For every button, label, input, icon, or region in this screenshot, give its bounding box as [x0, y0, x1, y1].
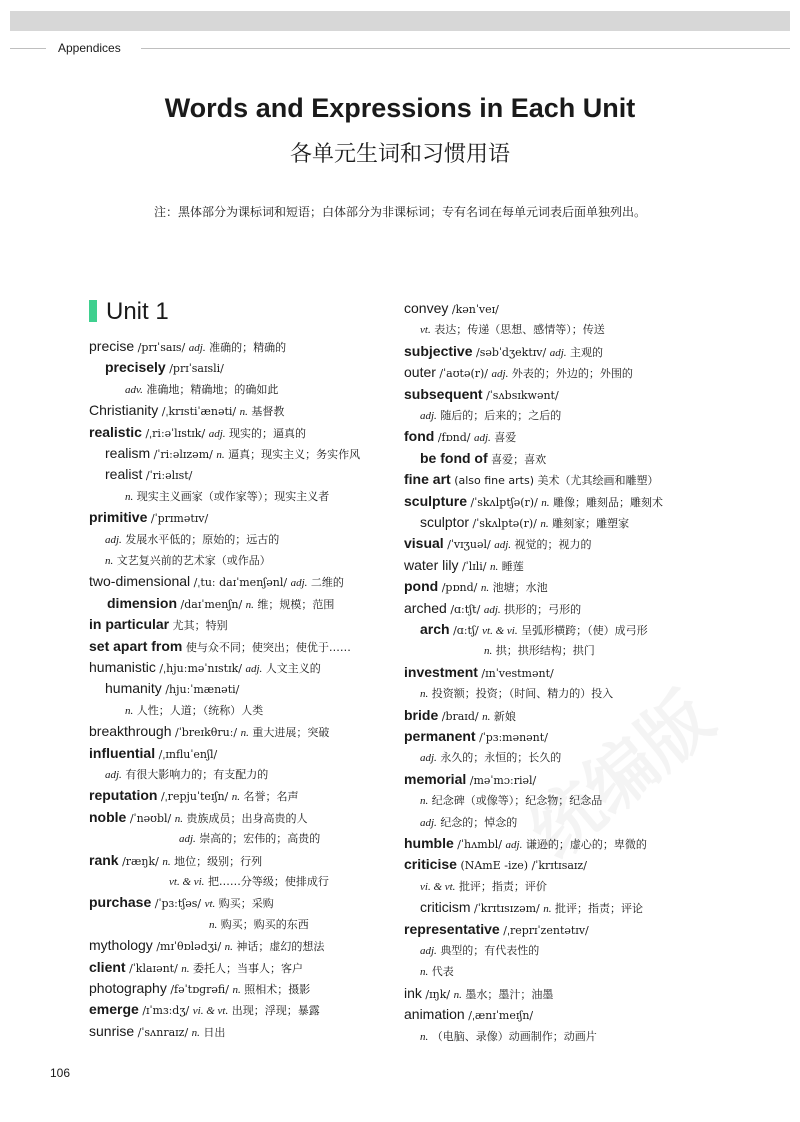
glossary-line: [105, 359, 224, 375]
entry-phonetic: /ˈaʊtə(r)/: [439, 367, 489, 381]
glossary-line: [89, 894, 274, 911]
entry-pos: adj.: [494, 539, 512, 552]
entry-definition: 照相术；摄影: [244, 983, 311, 996]
entry-pos: adj.: [105, 533, 122, 546]
entry-definition: 购买；购买的东西: [220, 917, 309, 931]
entry-definition: 永久的；永恒的；长久的: [440, 751, 562, 765]
entry-word: influential: [89, 744, 156, 761]
entry-phonetic: /prɪˈsaɪs/: [137, 341, 186, 354]
entry-phonetic: /ɪnˈvestmənt/: [481, 666, 554, 680]
entry-definition: 贵族成员；出身高贵的人: [186, 811, 308, 825]
entry-word: noble: [89, 808, 127, 825]
entry-phonetic: /ˌriːəˈlɪstɪk/: [145, 426, 206, 440]
glossary-line: [484, 642, 595, 658]
glossary-line: [404, 343, 603, 360]
entry-word: representative: [404, 920, 500, 937]
glossary-line: [89, 745, 217, 761]
entry-phonetic: /ˈklaɪənt/: [129, 961, 178, 975]
entry-definition: 投资额；投资；（时间、精力的）投入: [431, 687, 614, 701]
entry-definition: 把……分等级；使排成行: [207, 875, 329, 888]
glossary-line: [420, 621, 648, 638]
glossary-line: [89, 1001, 320, 1018]
entry-pos: adj.: [473, 432, 491, 445]
entry-definition: 二维的: [310, 576, 344, 590]
entry-word: dimension: [107, 594, 178, 611]
glossary-line: [404, 364, 633, 381]
header-rule-left: [10, 48, 46, 49]
entry-pos: n.: [484, 645, 493, 658]
entry-word: primitive: [89, 509, 148, 526]
glossary-line: [105, 466, 192, 482]
entry-pos: adj.: [179, 833, 196, 846]
glossary-line: [89, 402, 284, 419]
glossary-line: [179, 830, 320, 846]
entry-word: photography: [89, 980, 167, 996]
top-bar: [10, 11, 790, 31]
entry-phonetic: /ˌrepjuˈteɪʃn/: [160, 790, 229, 804]
entry-word: humble: [404, 835, 454, 851]
entry-definition: 文艺复兴前的艺术家（或作品）: [116, 554, 271, 567]
entry-word: emerge: [89, 1001, 139, 1018]
entry-pos: vi. & vt.: [420, 880, 456, 893]
glossary-line: [89, 1023, 225, 1040]
glossary-line: [404, 300, 499, 316]
entry-phonetic: /ˈvɪʒuəl/: [447, 538, 491, 552]
entry-phonetic: /ˌreprɪˈzentətɪv/: [503, 923, 589, 937]
entry-definition: 委托人；当事人；客户: [193, 961, 304, 975]
entry-pos: n.: [209, 918, 218, 931]
entry-pos: n.: [420, 688, 429, 701]
header-rule-right: [141, 48, 790, 49]
entry-definition: 出现；浮现；暴露: [231, 1004, 320, 1018]
entry-word: convey: [404, 300, 449, 316]
entry-pos: n.: [125, 704, 134, 717]
glossary-line: [89, 338, 286, 355]
entry-definition: 人文主义的: [265, 662, 321, 675]
entry-definition: 雕像；雕刻品；雕刻术: [553, 495, 664, 509]
entry-pos: adj.: [420, 816, 437, 829]
glossary-line: [420, 450, 546, 467]
entry-word: rank: [89, 851, 119, 868]
entry-definition: 呈弧形横跨；（使）成弓形: [521, 624, 648, 637]
entry-definition: 代表: [431, 965, 454, 979]
entry-phonetic: /ˌhjuːməˈnɪstɪk/: [159, 662, 242, 675]
entry-definition: 人性；人道；（统称）人类: [136, 703, 264, 717]
entry-definition: 使与众不同；使突出；使优于……: [185, 640, 351, 654]
entry-pos: n.: [420, 1030, 429, 1043]
entry-phonetic: /ˈriːəlɪst/: [145, 469, 193, 483]
entry-phonetic: /pɒnd/: [441, 581, 478, 595]
entry-phonetic: /fɒnd/: [437, 431, 471, 445]
entry-phonetic: /ˈskʌlptə(r)/: [472, 517, 537, 530]
glossary-line: [420, 814, 517, 830]
entry-phonetic: /prɪˈsaɪsli/: [169, 362, 224, 376]
glossary-line: [89, 937, 324, 954]
glossary-line: [89, 980, 310, 997]
glossary-line: [89, 659, 321, 676]
entry-phonetic: /braɪd/: [441, 709, 479, 723]
entry-pos: vi. & vt.: [192, 1005, 229, 1018]
entry-word: breakthrough: [89, 723, 172, 740]
entry-definition: 新娘: [493, 709, 516, 723]
entry-pos: n.: [125, 490, 134, 503]
entry-pos: n.: [174, 812, 184, 825]
entry-definition: 崇高的；宏伟的；高贵的: [199, 832, 321, 846]
glossary-line: [125, 381, 278, 397]
entry-word: sculpture: [404, 492, 468, 509]
glossary-line: [404, 921, 589, 937]
entry-word: water lily: [404, 556, 459, 573]
entry-word: arched: [404, 599, 447, 616]
glossary-line: [105, 766, 268, 782]
entry-phonetic: /ˈlɪli/: [461, 559, 487, 573]
entry-phonetic: /hjuːˈmænəti/: [165, 683, 240, 697]
entry-pos: adj.: [290, 577, 308, 590]
entry-word: criticism: [420, 899, 471, 916]
entry-pos: adj.: [420, 752, 437, 765]
glossary-line: [105, 680, 239, 696]
entry-word: ink: [404, 984, 422, 1001]
glossary-line: [89, 723, 329, 740]
entry-pos: n.: [245, 598, 254, 611]
page-note: 注：黑体部分为课标词和短语；白体部分为非课标词；专有名词在每单元词表后面单独列出。: [153, 205, 646, 219]
entry-phonetic: /ˈhʌmbl/: [457, 838, 503, 851]
glossary-line: [209, 916, 309, 932]
entry-definition: 批评；指责；评价: [458, 879, 547, 893]
entry-pos: n.: [420, 795, 429, 808]
entry-word: pond: [404, 578, 439, 595]
glossary-line: [89, 787, 299, 804]
running-head: Appendices: [58, 41, 121, 55]
entry-definition: 喜爱: [494, 431, 517, 445]
entry-phonetic: /ˌtuː daɪˈmenʃənl/: [193, 576, 288, 590]
glossary-line: [89, 424, 306, 441]
entry-word: purchase: [89, 894, 152, 911]
entry-pos: n.: [232, 984, 241, 996]
entry-word: fine art: [404, 471, 451, 488]
glossary-line: [89, 852, 262, 869]
entry-word: in particular: [89, 616, 170, 633]
entry-word: client: [89, 958, 126, 975]
glossary-line: [404, 578, 548, 595]
glossary-line: [420, 963, 454, 979]
unit-marker: [89, 300, 97, 322]
glossary-line: [404, 535, 592, 552]
entry-definition: 有很大影响力的；有支配力的: [125, 768, 269, 781]
glossary-line: [89, 959, 303, 976]
entry-word: animation: [404, 1006, 465, 1023]
entry-word: set apart from: [89, 637, 183, 654]
entry-definition: （电脑、录像）动画制作；动画片: [431, 1029, 597, 1043]
entry-definition: 购买；采购: [218, 897, 274, 911]
entry-definition: 名誉；名声: [243, 790, 299, 804]
entry-phonetic: /ˈkrɪtɪsɪzəm/: [474, 902, 540, 916]
entry-definition: 尤其；特别: [172, 619, 228, 633]
entry-pos: n.: [420, 966, 429, 979]
entry-phonetic: /ˌkrɪstiˈænəti/: [161, 405, 237, 419]
entry-pos: vt.: [204, 898, 216, 911]
entry-pos: adj.: [420, 410, 437, 422]
entry-phonetic: /kənˈveɪ/: [451, 303, 499, 316]
entry-definition: 拱；拱形结构；拱门: [495, 644, 595, 658]
entry-pos: adj.: [491, 368, 509, 381]
entry-pos: adj.: [549, 346, 567, 359]
entry-word: subjective: [404, 342, 473, 359]
entry-pos: n.: [181, 962, 190, 975]
glossary-line: [169, 873, 329, 889]
entry-word: be fond of: [420, 449, 488, 466]
entry-definition: 睡莲: [501, 559, 524, 573]
unit-heading-label: Unit 1: [106, 298, 169, 325]
entry-pos: n.: [480, 582, 490, 595]
entry-phonetic: /ˈskʌlptʃə(r)/: [470, 495, 538, 509]
entry-word: arch: [420, 621, 450, 637]
entry-word: mythology: [89, 937, 153, 954]
entry-word: realism: [105, 445, 151, 461]
entry-phonetic: /daɪˈmenʃn/: [180, 597, 243, 611]
glossary-line: [420, 749, 561, 765]
entry-phonetic: /ræŋk/: [122, 854, 159, 868]
glossary-line: [404, 728, 548, 744]
entry-definition: 逼真；现实主义；务实作风: [228, 448, 361, 461]
entry-pos: adj.: [505, 839, 523, 851]
entry-pos: adv.: [125, 383, 143, 396]
entry-definition: 随后的；后来的；之后的: [440, 409, 562, 422]
entry-phonetic: /ˌænɪˈmeɪʃn/: [468, 1009, 534, 1023]
entry-pos: n.: [162, 855, 171, 868]
entry-pos: adj.: [208, 427, 226, 440]
entry-word: fond: [404, 428, 435, 445]
glossary-line: [420, 321, 605, 337]
entry-word: investment: [404, 663, 478, 680]
entry-word: Christianity: [89, 402, 159, 419]
glossary-line: [404, 1006, 533, 1022]
entry-definition: 池塘；水池: [492, 581, 548, 595]
entry-definition: 雕刻家；雕塑家: [552, 517, 630, 530]
entry-pos: n.: [216, 449, 225, 461]
entry-pos: n.: [231, 791, 240, 804]
entry-word: outer: [404, 364, 436, 381]
glossary-line: [404, 707, 516, 724]
entry-pos: n.: [453, 988, 462, 1001]
entry-definition: 基督教: [251, 405, 285, 419]
entry-definition: 准确地；精确地；的确如此: [146, 382, 279, 396]
entry-phonetic: /ˈpɜːmənənt/: [479, 731, 548, 744]
entry-phonetic: /ˈprɪmətɪv/: [150, 512, 209, 526]
glossary-line: [404, 771, 536, 787]
glossary-line: [404, 664, 554, 680]
entry-definition: 喜爱；喜欢: [491, 452, 547, 466]
entry-definition: 重大进展；突破: [252, 726, 330, 740]
entry-phonetic: /ˈpɜːtʃəs/: [154, 897, 202, 911]
glossary-line: [89, 573, 344, 590]
glossary-line: [420, 1028, 597, 1044]
entry-word: permanent: [404, 728, 476, 744]
entry-definition: 外表的；外边的；外围的: [511, 367, 633, 381]
entry-definition: 维；规模；范围: [257, 597, 335, 611]
glossary-line: [105, 552, 271, 568]
entry-pos: n.: [482, 710, 491, 723]
entry-definition: 现实的；逼真的: [229, 426, 306, 440]
entry-word: criticise: [404, 856, 457, 873]
entry-pos: vt. & vi.: [169, 876, 205, 888]
entry-word: two-dimensional: [89, 573, 191, 590]
entry-pos: adj.: [188, 342, 206, 354]
glossary-line: [420, 942, 539, 958]
glossary-line: [89, 509, 208, 525]
entry-pos: adj.: [420, 945, 437, 957]
entry-definition: 日出: [203, 1025, 226, 1039]
glossary-line: [107, 595, 334, 612]
glossary-line: [125, 702, 263, 718]
entry-phonetic: /mɪˈθɒlədʒi/: [156, 940, 222, 954]
entry-definition: 地位；级别；行列: [174, 854, 263, 868]
entry-phonetic: /ˈbreɪkθruː/: [175, 726, 238, 740]
entry-definition: 谦逊的；虚心的；卑微的: [525, 838, 647, 851]
entry-phonetic: /ˈsʌbsɪkwənt/: [486, 388, 559, 402]
entry-definition: 拱形的；弓形的: [504, 602, 582, 616]
glossary-line: [404, 471, 659, 488]
entry-pos: n.: [105, 555, 114, 567]
entry-word: realistic: [89, 423, 142, 440]
entry-word: humanity: [105, 680, 162, 697]
glossary-line: [125, 488, 329, 504]
entry-pos: adj.: [105, 769, 122, 781]
entry-definition: 视觉的；视力的: [514, 538, 592, 552]
entry-word: precise: [89, 338, 135, 354]
entry-definition: 表达；传递（思想、感情等）；传送: [434, 323, 605, 337]
entry-definition: 墨水；墨汁；油墨: [465, 987, 554, 1001]
entry-word: sunrise: [89, 1022, 135, 1039]
entry-pos: n.: [540, 518, 549, 530]
entry-definition: 纪念的；悼念的: [440, 815, 518, 829]
page-title: Words and Expressions in Each Unit: [164, 93, 636, 123]
entry-word: precisely: [105, 359, 166, 376]
entry-pos: n.: [489, 560, 499, 573]
entry-pos: vt.: [420, 324, 431, 337]
entry-phonetic: /ɪŋk/: [425, 987, 451, 1001]
glossary-line: [105, 445, 360, 462]
entry-word: reputation: [89, 787, 158, 804]
entry-definition: 神话；虚幻的想法: [236, 940, 325, 954]
entry-pos: adj.: [483, 603, 501, 616]
glossary-line: [404, 600, 581, 617]
entry-phonetic: /ɑːtʃt/: [450, 602, 481, 616]
entry-phonetic: (NAmE -ize) /ˈkrɪtɪsaɪz/: [460, 859, 587, 873]
entry-definition: 典型的；有代表性的: [440, 944, 540, 957]
glossary-line: [420, 878, 547, 894]
entry-word: visual: [404, 535, 444, 552]
entry-definition: 现实主义画家（或作家等）；现实主义者: [136, 489, 330, 503]
glossary-line: [105, 531, 279, 547]
glossary-line: [404, 985, 553, 1002]
entry-pos: vt. & vi.: [482, 625, 518, 637]
entry-word: subsequent: [404, 385, 483, 402]
entry-word: bride: [404, 706, 439, 723]
entry-phonetic: /ˈnəʊbl/: [129, 811, 172, 825]
entry-pos: adj.: [245, 663, 263, 675]
entry-definition: (also fine arts) 美术（尤其绘画和雕塑）: [454, 474, 659, 488]
entry-pos: n.: [191, 1026, 200, 1039]
entry-pos: n.: [239, 406, 248, 419]
entry-definition: 主观的: [570, 345, 604, 359]
entry-phonetic: /ˈsʌnraɪz/: [137, 1025, 189, 1039]
entry-pos: n.: [224, 941, 233, 954]
entry-word: humanistic: [89, 659, 156, 675]
glossary-line: [404, 386, 559, 402]
glossary-line: [89, 809, 308, 826]
entry-pos: n.: [541, 496, 550, 509]
entry-definition: 纪念碑（或像等）；纪念物；纪念品: [431, 794, 603, 808]
glossary-line: [420, 514, 629, 531]
entry-definition: 批评；指责；评论: [555, 902, 644, 916]
entry-phonetic: /ɑːtʃ/: [453, 624, 479, 637]
entry-definition: 发展水平低的；原始的；远古的: [125, 532, 280, 546]
entry-phonetic: /fəˈtɒɡrəfi/: [170, 983, 229, 996]
entry-phonetic: /ˌɪnfluˈenʃl/: [158, 747, 218, 761]
glossary-line: [420, 407, 561, 423]
page-number: 106: [50, 1066, 71, 1080]
entry-phonetic: /ˈriːəlɪzəm/: [153, 448, 213, 461]
entry-phonetic: /səbˈdʒektɪv/: [475, 345, 547, 359]
unit-heading: [89, 298, 169, 326]
entry-pos: n.: [543, 903, 552, 916]
entry-definition: 准确的；精确的: [209, 341, 287, 354]
entry-word: memorial: [404, 770, 467, 787]
glossary-line: [89, 638, 351, 655]
entry-phonetic: /məˈmɔːriəl/: [469, 773, 537, 787]
entry-word: realist: [105, 466, 143, 483]
glossary-line: [404, 493, 663, 510]
glossary-line: [404, 557, 524, 574]
page-subtitle: 各单元生词和习惯用语: [289, 142, 510, 167]
glossary-line: [420, 685, 613, 701]
glossary-line: [420, 899, 643, 916]
entry-pos: n.: [240, 727, 249, 740]
entry-phonetic: /ɪˈmɜːdʒ/: [142, 1004, 190, 1018]
entry-word: sculptor: [420, 514, 470, 530]
glossary-line: [404, 428, 516, 445]
glossary-line: [89, 616, 228, 633]
